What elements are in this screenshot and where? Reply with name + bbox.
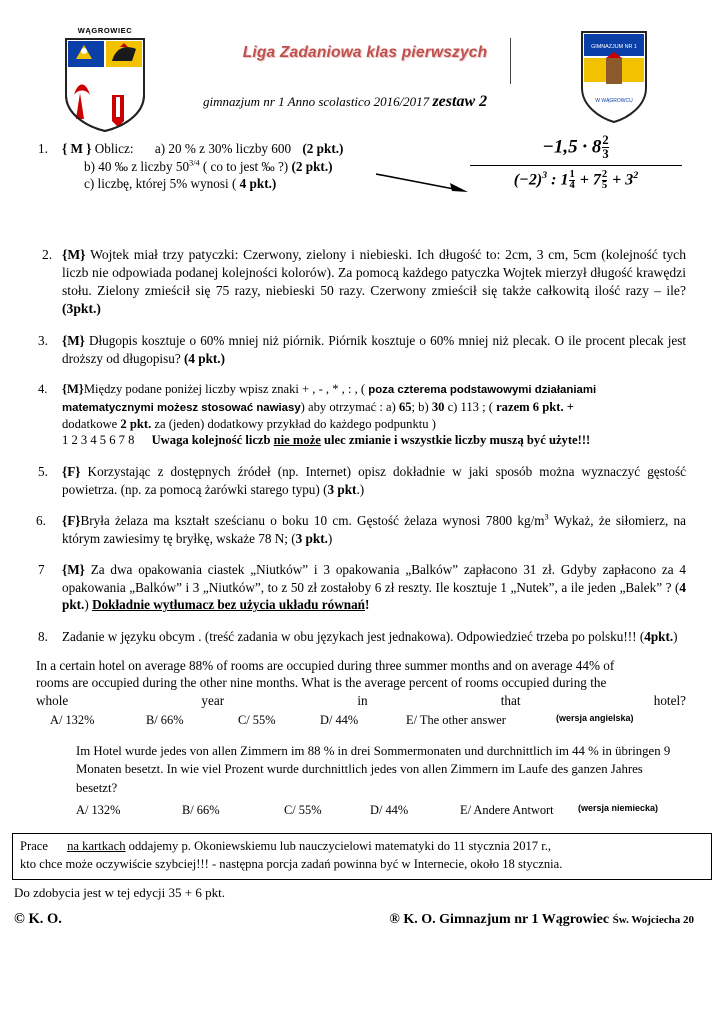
shield-icon (64, 37, 146, 133)
formula-den-f1-d: 4 (569, 180, 575, 192)
task-4-digits: 1 2 3 4 5 6 7 8 (62, 433, 135, 448)
task-3-text: Długopis kosztuje o 60% mniej niż piórnik. Piórnik kosztuje o 60% mniej niż plecak. O ile procent plecak jest droższy od długopisu? (62, 333, 687, 366)
german-answer-b: B/ 66% (182, 802, 220, 817)
task-7-text: Za dwa opakowania ciastek „Niutków” i 3 opakowania „Balków” zapłacono 31 zł. Gdyby zapłacono za 4 opakowania „Balków” i 3 „Niutków”, to z 50 zł zostałoby 6 zł reszty. Ile kosztuje 1 „Nutek”, a ile jeden „Balek” ? ( (62, 562, 687, 595)
wagrowiec-coat-of-arms (62, 26, 148, 138)
task-1-lead: Oblicz: (94, 141, 134, 156)
task-4-answer-a: 65 (398, 399, 412, 414)
school-coat-of-arms (580, 30, 648, 124)
document-header (0, 0, 724, 140)
footer-school-address: Św. Wojciecha 20 (612, 914, 694, 927)
task-3-points: (4 pkt.) (183, 350, 225, 366)
school-shield-icon (580, 30, 648, 124)
formula-den-tail: + 3 (608, 170, 634, 188)
english-line-3 (36, 692, 686, 710)
task-6-exponent: 3 (544, 512, 549, 522)
task-7-points: 4 pkt. (62, 579, 686, 613)
german-line-2: Monaten besetzt. In wie viel Prozent wurde durchnittlich jedes von allen Zimmern im Laufe des ganzen Jahres (76, 762, 643, 777)
english-version-note: (wersja angielska) (556, 712, 634, 723)
task-4-line4 (62, 432, 686, 449)
english-answers (36, 712, 686, 729)
formula-den-fraction-1 (569, 170, 574, 193)
formula-denominator (470, 168, 682, 193)
task-1-item-b-points: (2 pkt.) (291, 158, 333, 174)
english-line-3-word-1: whole (36, 692, 69, 708)
english-line-3-word-2: year (201, 692, 225, 708)
task-3 (36, 332, 686, 367)
task-8 (36, 628, 686, 646)
tasks-container (0, 133, 724, 819)
task-4-line2d: ; b) (411, 399, 429, 414)
task-1-item-b-frac: 3/4 (189, 158, 200, 168)
task-1-formula (470, 134, 682, 192)
task-4-warning: Uwaga kolejność liczb (151, 433, 271, 448)
task-2 (36, 246, 686, 318)
formula-den-base: (−2) (513, 170, 543, 188)
footer-school-main: ® K. O. Gimnazjum nr 1 Wągrowiec (389, 912, 610, 928)
english-answer-c: C/ 55% (238, 712, 276, 727)
task-1-item-c: c) liczbę, której 5% wynosi ( (84, 176, 237, 192)
task-4-line2 (62, 399, 686, 416)
task-8-points: 4pkt. (644, 629, 674, 645)
task-1-tag: { M } (62, 141, 92, 156)
task-3-tag: {M} (62, 333, 85, 349)
total-points-line: Do zdobycia jest w tej edycji 35 + 6 pkt. (14, 885, 225, 901)
german-answer-a: A/ 132% (76, 802, 121, 817)
german-problem (76, 742, 686, 819)
task-1-item-c-points: 4 pkt.) (239, 176, 277, 192)
english-answer-d: D/ 44% (320, 712, 359, 727)
task-7-text-2: ) (84, 597, 93, 613)
task-4-warning-rest: ulec zmianie i wszystkie liczby muszą być użyte!!! (324, 433, 591, 448)
task-5-tag: {F} (62, 464, 81, 480)
task-7-instruction: Dokładnie wytłumacz bez użycia układu równań (92, 597, 365, 613)
task-4-warning-emph: nie może (273, 433, 321, 448)
task-4-line2a: matematycznymi możesz stosować nawiasy (62, 401, 301, 414)
task-6-points: 3 pkt. (295, 530, 328, 546)
subline-prefix: gimnazjum nr 1 Anno scolastico 2016/2017 (203, 94, 430, 109)
task-4-line2b: ) aby otrzymać : a) (300, 399, 396, 414)
notice-line-1 (20, 838, 704, 856)
formula-den-f1-n: 1 (569, 168, 575, 180)
task-7-tag: {M} (62, 562, 85, 578)
formula-numerator-text: −1,5 · 8 (542, 136, 602, 158)
formula-num-frac-n: 2 (602, 133, 609, 147)
task-4-line1a: Między podane poniżej liczby wpisz znaki + , - , * , : , ( (83, 382, 366, 397)
task-1-item-a-points: (2 pkt.) (302, 141, 344, 156)
task-4-line3c: za (jeden) dodatkowy przykład do każdego podpunktu ) (154, 416, 436, 431)
document-footer (0, 911, 724, 928)
formula-num-frac-d: 3 (602, 146, 609, 161)
task-2-number: 2. (42, 247, 53, 262)
task-1-item-b-mid: ( co to jest ‰ ?) (202, 158, 289, 174)
footer-copyright: © K. O. (14, 911, 62, 928)
task-7-number: 7 (38, 562, 45, 578)
task-8-tail: ) (673, 629, 678, 645)
task-6-text: Bryła żelaza ma kształt sześcianu o boku 10 cm. Gęstość żelaza wynosi 7800 kg/m (80, 513, 545, 529)
formula-den-plus: + 7 (575, 170, 601, 188)
task-4-tag: {M} (62, 382, 84, 397)
task-4-points-total: razem 6 pkt. + (496, 399, 574, 414)
shield-graphic (64, 37, 146, 133)
task-4-line2f: c) 113 ; ( (447, 399, 493, 414)
task-1-item-a: a) 20 % z 30% liczby 600 (154, 141, 292, 156)
english-line-2: rooms are occupied during the other nine months. What is the average percent of rooms occupied during the (36, 675, 607, 691)
formula-den-colon: : 1 (547, 170, 569, 188)
task-2-tag: {M} (62, 247, 86, 262)
task-4 (36, 381, 686, 449)
task-1 (36, 133, 686, 224)
task-6-number: 6. (36, 513, 46, 529)
german-version-note: (wersja niemiecka) (578, 802, 659, 813)
submission-notice-box (12, 833, 712, 880)
english-line-1: In a certain hotel on average 88% of rooms are occupied during three summer months and on average 44% of (36, 657, 615, 673)
german-line-3: besetzt? (76, 780, 118, 795)
set-number-label: zestaw 2 (432, 93, 488, 110)
task-1-number: 1. (38, 141, 48, 156)
task-2-text: Wojtek miał trzy patyczki: Czerwony, zielony i niebieski. Ich długość to: 2cm, 3 cm, 5cm (kolejność tych liczb nie odpowiada podanej kolejności kolorów). Za pomocą każdego patyczka Wojtek mierzył długość krawędzi stołu. Zielony zmieścił się 75 razy, niebieski 50 razy. Czerwony zmieścił się także całkowitą ilość razy – ile? (62, 247, 686, 299)
task-6-text-2: Wykaż, że siłomierz, na którym zawiesimy tę bryłkę, wskaże 78 N; ( (62, 513, 686, 546)
task-6-tag: {F} (62, 513, 81, 529)
task-6 (36, 512, 686, 547)
formula-den-fraction-2 (602, 170, 607, 193)
task-6-tail: ) (327, 530, 333, 546)
english-line-3-word-5: hotel? (653, 692, 686, 708)
task-4-line1b: poza czterema podstawowymi działaniami (368, 384, 597, 397)
english-answer-e: E/ The other answer (406, 712, 506, 727)
notice-underlined: na kartkach (67, 839, 126, 854)
task-4-line3a: dodatkowe (62, 416, 118, 431)
svg-text:GIMNAZJUM NR 1: GIMNAZJUM NR 1 (591, 44, 637, 50)
task-2-points: (3pkt.) (62, 301, 101, 317)
notice-line-1-rest: oddajemy p. Okoniewskiemu lub nauczycielowi matematyki do 11 stycznia 2017 r., (128, 839, 552, 854)
german-answer-d: D/ 44% (370, 802, 409, 817)
task-1-item-b: b) 40 ‰ z liczby 50 (84, 158, 190, 174)
english-answer-a: A/ 132% (50, 712, 95, 727)
task-4-number: 4. (38, 382, 48, 397)
header-divider (510, 38, 511, 84)
german-answer-c: C/ 55% (284, 802, 322, 817)
formula-den-exp: 3 (542, 169, 548, 181)
german-line-1: Im Hotel wurde jedes von allen Zimmern im 88 % in drei Sommermonaten und durchnittlich im 44 % in übringen 9 (76, 744, 671, 759)
task-5-tail: .) (356, 481, 365, 497)
task-7-tail: ! (365, 597, 370, 613)
task-4-line3 (62, 416, 686, 433)
task-8-text: Zadanie w języku obcym . (treść zadania w obu językach jest jednakowa). Odpowiedzieć trzeba po polsku!!! ( (62, 629, 645, 645)
notice-line-2: kto chce może oczywiście szybciej!!! - następna porcja zadań powinna być w Internecie, około 18 stycznia. (20, 857, 563, 872)
city-name-label: WĄGROWIEC (77, 26, 133, 35)
english-line-3-word-3: in (357, 692, 368, 708)
formula-numerator (470, 134, 682, 163)
task-5 (36, 463, 686, 498)
notice-pre: Prace (20, 839, 48, 854)
english-line-3-word-4: that (500, 692, 521, 708)
task-4-bonus-points: 2 pkt. (120, 416, 152, 431)
english-problem (36, 657, 686, 729)
formula-den-f2-n: 2 (601, 168, 608, 180)
header-subline (203, 93, 487, 111)
english-answer-b: B/ 66% (146, 712, 184, 727)
formula-den-tail-exp: 2 (633, 169, 639, 181)
footer-school-info (389, 912, 694, 928)
banner-title-block (232, 44, 498, 62)
formula-fraction-bar (470, 165, 682, 166)
page-title: Liga Zadaniowa klas pierwszych (242, 44, 488, 61)
german-answer-e: E/ Andere Antwort (460, 802, 554, 817)
task-5-points: 3 pkt (327, 481, 357, 497)
german-answers (76, 802, 686, 820)
svg-text:W WĄGROWCU: W WĄGROWCU (595, 98, 633, 104)
arrow-icon (376, 170, 468, 196)
task-7 (36, 561, 686, 614)
task-5-text: Korzystając z dostępnych źródeł (np. Internet) opisz dokładnie w jaki sposób można wyznaczyć gęstość powietrza. (np. za pomocą żarówki starego typu) ( (62, 464, 687, 497)
formula-den-f2-d: 5 (601, 180, 608, 192)
task-5-number: 5. (38, 464, 48, 480)
task-3-number: 3. (38, 333, 48, 349)
formula-numerator-fraction (602, 134, 608, 161)
task-4-answer-b: 30 (431, 399, 445, 414)
task-8-number: 8. (38, 629, 48, 645)
